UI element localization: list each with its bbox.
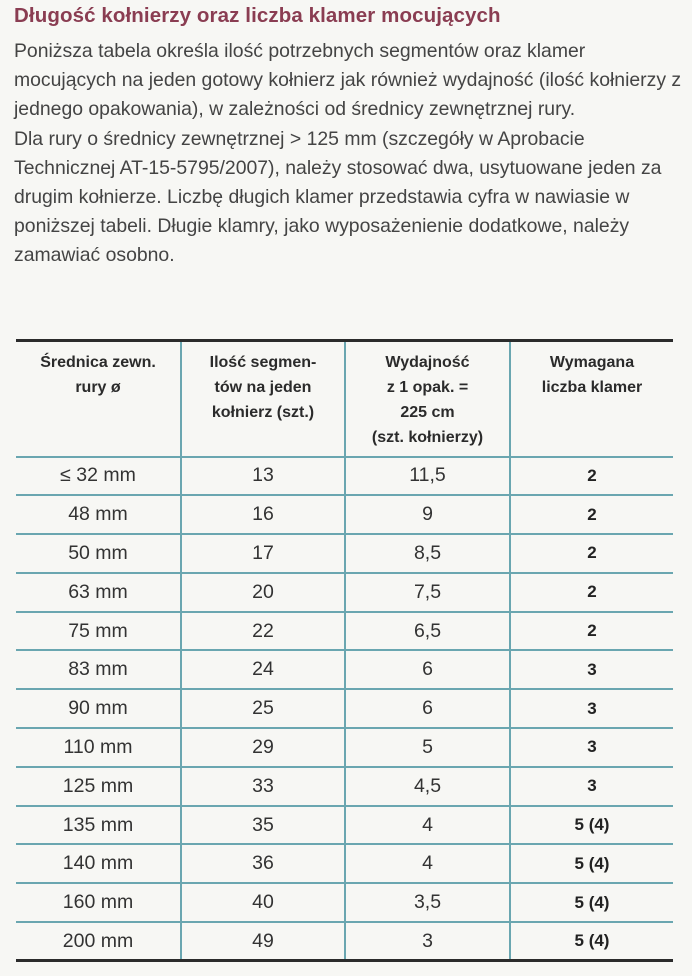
cell-yield: 3,5 [345,883,510,922]
header-yield [345,341,510,457]
cell-clamps: 3 [510,767,673,806]
header-line: kołnierz (szt.) [211,404,315,421]
header-line: 225 cm [400,404,455,421]
table-row [16,728,673,767]
cell-clamps: 5 (4) [510,806,673,845]
cell-diameter: ≤ 32 mm [16,457,181,496]
cell-clamps: 3 [510,650,673,689]
cell-yield: 6 [345,650,510,689]
cell-yield: 4 [345,806,510,845]
header-line: rury ø [75,379,121,396]
cell-segments: 49 [181,922,345,961]
table-body [16,457,673,961]
cell-segments: 24 [181,650,345,689]
cell-yield: 3 [345,922,510,961]
cell-yield: 6,5 [345,612,510,651]
table-row [16,612,673,651]
page-title: Długość kołnierzy oraz liczba klamer mocujących [14,4,501,27]
cell-diameter: 140 mm [16,844,181,883]
header-line: Średnica zewn. [40,354,156,371]
cell-diameter: 48 mm [16,495,181,534]
cell-diameter: 135 mm [16,806,181,845]
intro-paragraph: Poniższa tabela określa ilość potrzebnych segmentów oraz klamer mocujących na jeden gotowy kołnierz jak również wydajność (ilość kołnierzy z jednego opakowania), w zależności od średnicy zewnętrznej rury. [14,40,682,121]
cell-yield: 5 [345,728,510,767]
table-row [16,650,673,689]
cell-yield: 8,5 [345,534,510,573]
cell-clamps: 3 [510,728,673,767]
cell-clamps: 3 [510,689,673,728]
table-row [16,573,673,612]
cell-segments: 33 [181,767,345,806]
cell-segments: 25 [181,689,345,728]
cell-clamps: 2 [510,573,673,612]
cell-diameter: 83 mm [16,650,181,689]
cell-segments: 20 [181,573,345,612]
table-row [16,922,673,961]
cell-clamps: 2 [510,457,673,496]
cell-segments: 16 [181,495,345,534]
cell-clamps: 5 (4) [510,844,673,883]
header-line: Wymagana [549,354,635,371]
cell-diameter: 63 mm [16,573,181,612]
cell-yield: 4 [345,844,510,883]
cell-yield: 6 [345,689,510,728]
header-line: liczba klamer [541,379,643,396]
cell-clamps: 2 [510,495,673,534]
table-row [16,767,673,806]
cell-clamps: 2 [510,612,673,651]
header-line: tów na jeden [214,379,312,396]
cell-diameter: 90 mm [16,689,181,728]
cell-yield: 9 [345,495,510,534]
table-row [16,806,673,845]
table-row [16,883,673,922]
cell-diameter: 110 mm [16,728,181,767]
cell-diameter: 50 mm [16,534,181,573]
collar-table [16,339,673,962]
cell-segments: 36 [181,844,345,883]
cell-diameter: 125 mm [16,767,181,806]
table-header-row [16,341,673,457]
header-line: Ilość segmen- [209,354,317,371]
table-row [16,534,673,573]
cell-segments: 17 [181,534,345,573]
cell-yield: 11,5 [345,457,510,496]
table-row [16,844,673,883]
cell-clamps: 2 [510,534,673,573]
cell-clamps: 5 (4) [510,922,673,961]
table-row [16,457,673,496]
cell-diameter: 75 mm [16,612,181,651]
intro-text [14,37,686,271]
intro-paragraph: Dla rury o średnicy zewnętrznej > 125 mm (szczegóły w Aprobacie Technicznej AT-15-5795/2007), należy stosować dwa, usytuowane jeden za drugim kołnierze. Liczbę długich klamer przedstawia cyfra w nawiasie w poniższej tabeli. Długie klamry, jako wyposażenienie dodatkowe, należy zamawiać osobno. [14,127,662,267]
cell-yield: 4,5 [345,767,510,806]
header-clamps [510,341,673,457]
cell-diameter: 200 mm [16,922,181,961]
cell-yield: 7,5 [345,573,510,612]
cell-segments: 22 [181,612,345,651]
cell-segments: 13 [181,457,345,496]
cell-segments: 29 [181,728,345,767]
cell-clamps: 5 (4) [510,883,673,922]
header-segments [181,341,345,457]
header-line: (szt. kołnierzy) [371,429,484,446]
table-row [16,495,673,534]
cell-diameter: 160 mm [16,883,181,922]
header-diameter [16,341,181,457]
cell-segments: 40 [181,883,345,922]
header-line: Wydajność [385,354,470,371]
table-row [16,689,673,728]
cell-segments: 35 [181,806,345,845]
header-line: z 1 opak. = [386,379,469,396]
